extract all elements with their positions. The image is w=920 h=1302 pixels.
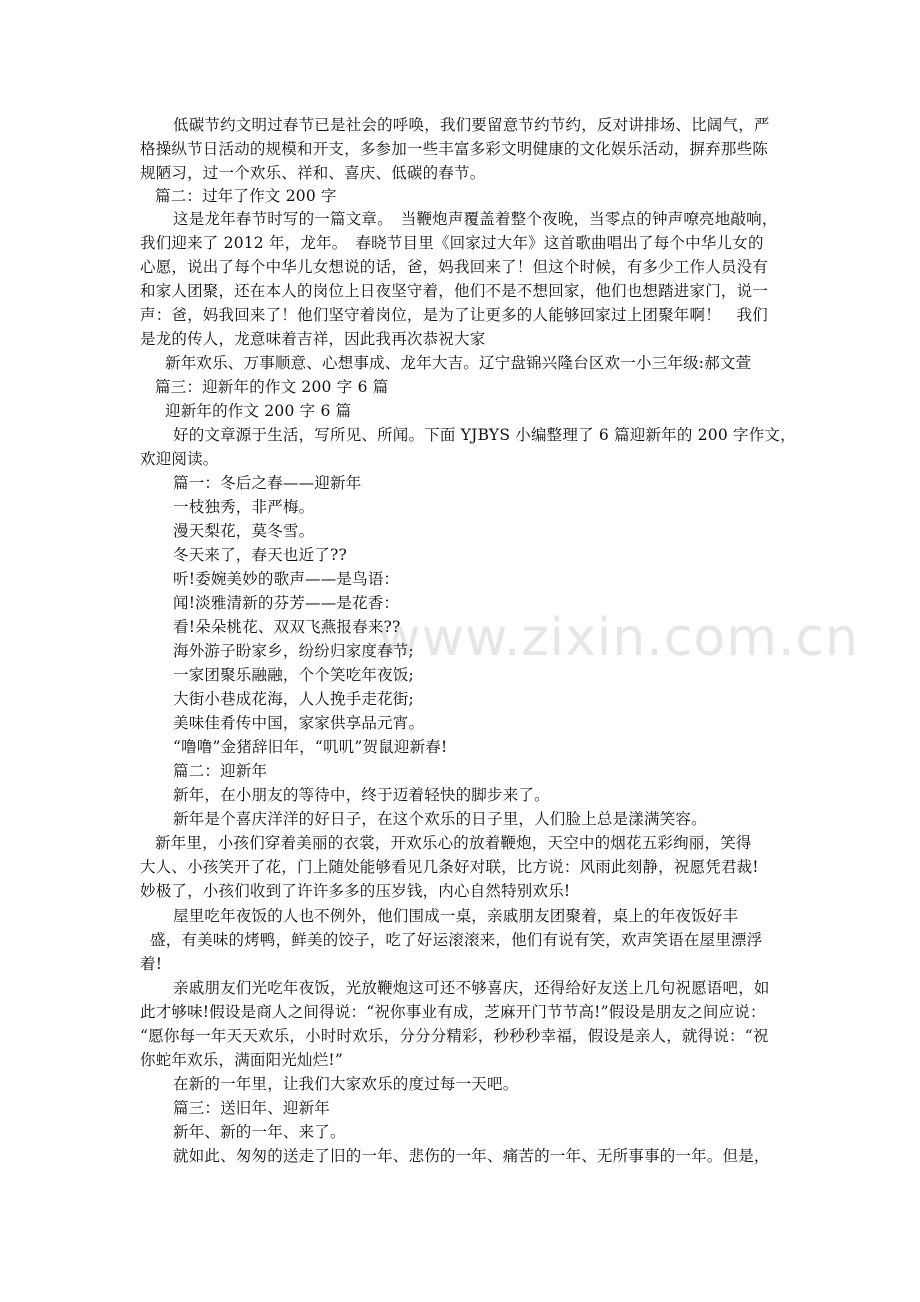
text-line: “噜噜”金猪辞旧年，“叽叽”贺鼠迎新春! xyxy=(173,738,448,756)
section-heading: 迎新年的作文 200 字 6 篇 xyxy=(165,402,352,420)
text-line: 低碳节约文明过春节已是社会的呼唤，我们要留意节约节约，反对讲排场、比阔气，严 xyxy=(173,116,770,134)
text-line: 海外游子盼家乡，纷纷归家度春节; xyxy=(173,642,414,660)
text-line: 你蛇年欢乐，满面阳光灿烂!” xyxy=(140,1051,343,1069)
text-line: 就如此、匆匆的送走了旧的一年、悲伤的一年、痛苦的一年、无所事事的一年。但是， xyxy=(173,1147,770,1165)
section-heading: 篇二：迎新年 xyxy=(173,762,268,780)
text-line: 冬天来了，春天也近了?? xyxy=(173,546,348,564)
text-line: 新年欢乐、万事顺意、心想事成、龙年大吉。辽宁盘锦兴隆台区欢一小三年级:郝文萱 xyxy=(165,354,752,372)
text-line: 新年，在小朋友的等待中，终于迈着轻快的脚步来了。 xyxy=(173,786,550,804)
text-line: 大街小巷成花海，人人挽手走花街; xyxy=(173,690,414,708)
text-line: 大人、小孩笑开了花，门上随处能够看见几条好对联，比方说：风雨此刻静，祝愿凭君裁! xyxy=(140,858,759,876)
section-heading: 篇二：过年了作文 200 字 xyxy=(155,187,337,205)
text-line: 是龙的传人，龙意味着吉祥，因此我再次恭祝大家 xyxy=(140,330,486,348)
text-line: 声：爸，妈我回来了！他们坚守着岗位，是为了让更多的人能够回家过上团聚年啊！ 我们 xyxy=(140,306,769,324)
text-line: 和家人团聚，还在本人的岗位上日夜坚守着，他们不是不想回家，他们也想踏进家门，说一 xyxy=(140,282,769,300)
text-line: 欢迎阅读。 xyxy=(140,450,219,468)
text-line: 心愿，说出了每个中华儿女想说的话，爸，妈我回来了！但这个时候，有多少工作人员没有 xyxy=(140,258,769,276)
text-line: 此才够味!假设是商人之间得说：“祝你事业有成，芝麻开门节节高!”假设是朋友之间应说： xyxy=(140,1003,766,1021)
text-line: 闻!淡雅清新的芬芳——是花香： xyxy=(173,594,400,612)
text-line: 新年是个喜庆洋洋的好日子，在这个欢乐的日子里，人们脸上总是漾满笑容。 xyxy=(173,810,707,828)
text-line: 格操纵节日活动的规模和开支，多参加一些丰富多彩文明健康的文化娱乐活动，摒弃那些陈 xyxy=(140,140,769,158)
text-line: 屋里吃年夜饭的人也不例外，他们围成一桌，亲戚朋友团聚着，桌上的年夜饭好丰 xyxy=(173,907,739,925)
section-heading: 篇三：迎新年的作文 200 字 6 篇 xyxy=(155,378,389,396)
text-line: 美味佳肴传中国，家家供享品元宵。 xyxy=(173,714,425,732)
text-line: 听!委婉美妙的歌声——是鸟语： xyxy=(173,570,400,588)
text-line: 一枝独秀，非严梅。 xyxy=(173,498,315,516)
text-line: 在新的一年里，让我们大家欢乐的度过每一天吧。 xyxy=(173,1075,519,1093)
watermark: www.zixin.com.cn xyxy=(378,608,859,668)
text-line: 规陋习，过一个欢乐、祥和、喜庆、低碳的春节。 xyxy=(140,164,486,182)
text-line: 这是龙年春节时写的一篇文章。 当鞭炮声覆盖着整个夜晚，当零点的钟声嘹亮地敲响， xyxy=(173,210,778,228)
text-line: 好的文章源于生活，写所见、所闻。下面 YJBYS 小编整理了 6 篇迎新年的 200 字作文， xyxy=(173,426,796,444)
section-heading: 篇三：送旧年、迎新年 xyxy=(173,1099,331,1117)
text-line: 新年、新的一年、来了。 xyxy=(173,1123,346,1141)
text-line: “愿你每一年天天欢乐，小时时欢乐，分分分精彩，秒秒秒幸福，假设是亲人，就得说：“祝 xyxy=(140,1027,769,1045)
text-line: 亲戚朋友们光吃年夜饭，光放鞭炮这可还不够喜庆，还得给好友送上几句祝愿语吧，如 xyxy=(173,979,770,997)
text-line: 盛，有美味的烤鸭，鲜美的饺子，吃了好运滚滚来，他们有说有笑，欢声笑语在屋里漂浮 xyxy=(150,931,763,949)
text-line: 我们迎来了 2012 年，龙年。 春晓节目里《回家过大年》这首歌曲唱出了每个中华儿女的 xyxy=(140,234,764,252)
text-line: 漫天梨花，莫冬雪。 xyxy=(173,522,315,540)
text-line: 一家团聚乐融融，个个笑吃年夜饭; xyxy=(173,666,414,684)
text-line: 妙极了，小孩们收到了许许多多的压岁钱，内心自然特别欢乐! xyxy=(140,882,571,900)
text-line: 看!朵朵桃花、双双飞燕报春来?? xyxy=(173,618,401,636)
text-line: 着! xyxy=(140,955,163,973)
text-line: 新年里，小孩们穿着美丽的衣裳，开欢乐心的放着鞭炮，天空中的烟花五彩绚丽，笑得 xyxy=(155,834,752,852)
section-heading: 篇一：冬后之春——迎新年 xyxy=(173,474,362,492)
